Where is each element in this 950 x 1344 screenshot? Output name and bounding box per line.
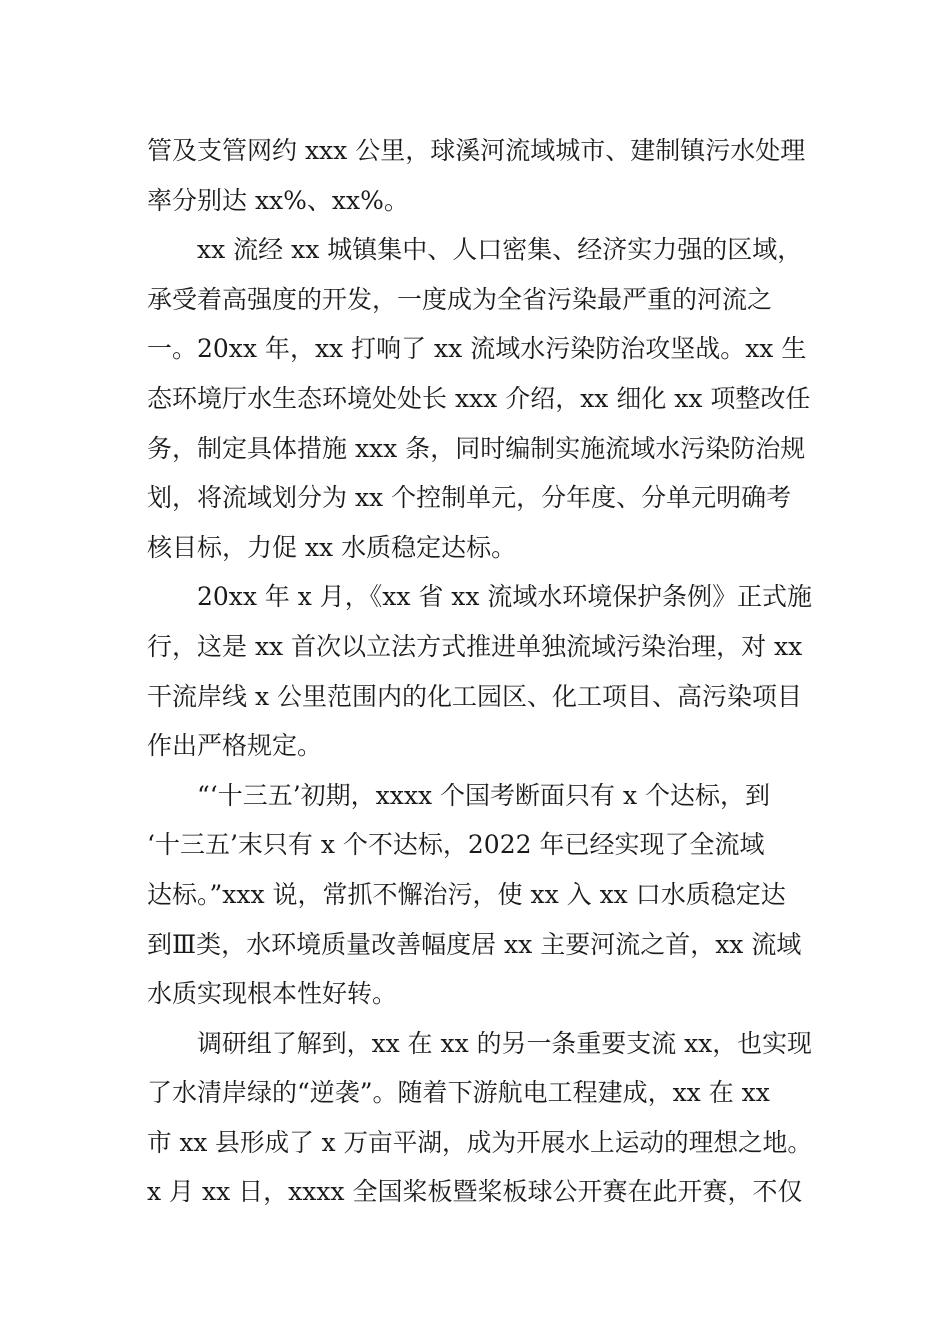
text-line: 划，将流域划分为 xx 个控制单元，分年度、分单元明确考 <box>147 483 792 513</box>
text-line: 承受着高强度的开发，一度成为全省污染最严重的河流之 <box>147 284 773 314</box>
text-line: 率分别达 xx%、xx%。 <box>147 185 409 215</box>
paragraph-5 <box>147 1019 812 1217</box>
text-line: 一。20xx 年，xx 打响了 xx 流域水污染防治攻坚战。xx 生 <box>147 334 807 364</box>
paragraph-4 <box>147 771 812 1019</box>
text-line: 管及支管网约 xxx 公里，球溪河流域城市、建制镇污水处理 <box>147 136 806 165</box>
text-line: 干流岸线 x 公里范围内的化工园区、化工项目、高污染项目 <box>147 681 802 711</box>
text-line: 作出严格规定。 <box>147 731 323 761</box>
text-line: 了水清岸绿的“逆袭”。随着下游航电工程建成，xx 在 xx <box>147 1078 770 1108</box>
text-line: 水质实现根本性好转。 <box>147 979 398 1009</box>
text-line: 20xx 年 x 月，《xx 省 xx 流域水环境保护条例》正式施 <box>197 582 812 612</box>
paragraph-2 <box>147 225 812 572</box>
body-text <box>147 126 812 1217</box>
text-line: 务，制定具体措施 xxx 条，同时编制实施流域水污染防治规 <box>147 433 806 463</box>
text-line: 调研组了解到，xx 在 xx 的另一条重要支流 xx，也实现 <box>197 1028 812 1058</box>
text-line: ‘十三五’末只有 x 个不达标，2022 年已经实现了全流域 <box>147 830 765 860</box>
text-line: 到Ⅲ类，水环境质量改善幅度居 xx 主要河流之首，xx 流域 <box>147 929 802 959</box>
text-line: “‘十三五’初期，xxxx 个国考断面只有 x 个达标，到 <box>197 780 771 810</box>
text-line: 核目标，力促 xx 水质稳定达标。 <box>147 532 517 562</box>
text-line: xx 流经 xx 城镇集中、人口密集、经济实力强的区域， <box>197 235 803 265</box>
text-line: x 月 xx 日，xxxx 全国桨板暨桨板球公开赛在此开赛，不仅 <box>147 1177 803 1207</box>
paragraph-3 <box>147 572 812 770</box>
text-line: 行，这是 xx 首次以立法方式推进单独流域污染治理，对 xx <box>147 631 803 661</box>
text-line: 达标。”xxx 说，常抓不懈治污，使 xx 入 xx 口水质稳定达 <box>147 879 786 909</box>
text-line: 态环境厅水生态环境处处长 xxx 介绍，xx 细化 xx 项整改任 <box>147 383 811 413</box>
text-line: 市 xx 县形成了 x 万亩平湖，成为开展水上运动的理想之地。 <box>147 1127 812 1157</box>
paragraph-1 <box>147 126 812 225</box>
